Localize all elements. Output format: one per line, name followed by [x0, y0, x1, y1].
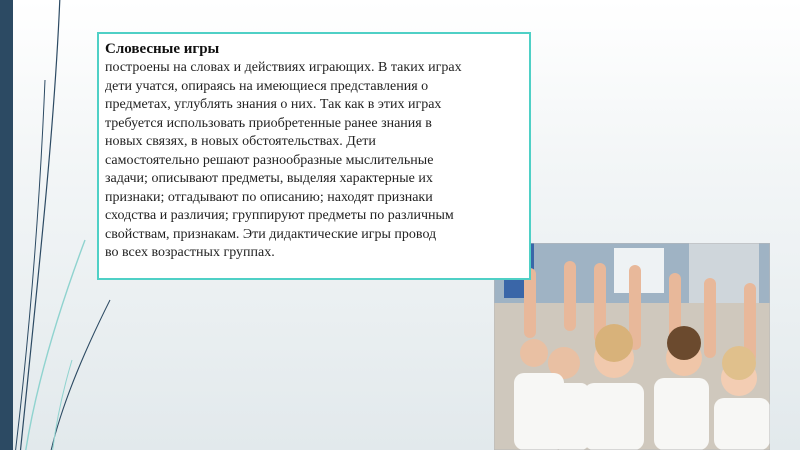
paragraph-line: свойствам, признакам. Эти дидактические игры провод: [105, 226, 437, 242]
paragraph-line: построены на словах и действиях играющих. В таких играх: [105, 60, 462, 75]
paragraph-line: требуется использовать приобретенные ранее знания в: [105, 115, 432, 131]
children-playing-photo: [494, 243, 770, 450]
paragraph-line: предметах, углублять знания о них. Так как в этих играх: [105, 97, 442, 112]
slide-title: Словесные игры: [105, 41, 220, 57]
paragraph-line: самостоятельно решают разнообразные мыслительные: [105, 152, 434, 168]
paragraph-line: признаки; отгадывают по описанию; находят признаки: [105, 189, 433, 205]
paragraph-line: новых связях, в новых обстоятельствах. Дети: [105, 134, 376, 149]
paragraph-line: во всех возрастных группах.: [105, 245, 275, 260]
paragraph-line: дети учатся, опираясь на имеющиеся представления о: [105, 78, 429, 94]
paragraph-line: сходства и различия; группируют предметы по различным: [105, 208, 454, 223]
slide-paragraph: [105, 59, 523, 263]
paragraph-line: задачи; описывают предметы, выделяя характерные их: [105, 171, 433, 186]
text-box: [97, 32, 531, 280]
